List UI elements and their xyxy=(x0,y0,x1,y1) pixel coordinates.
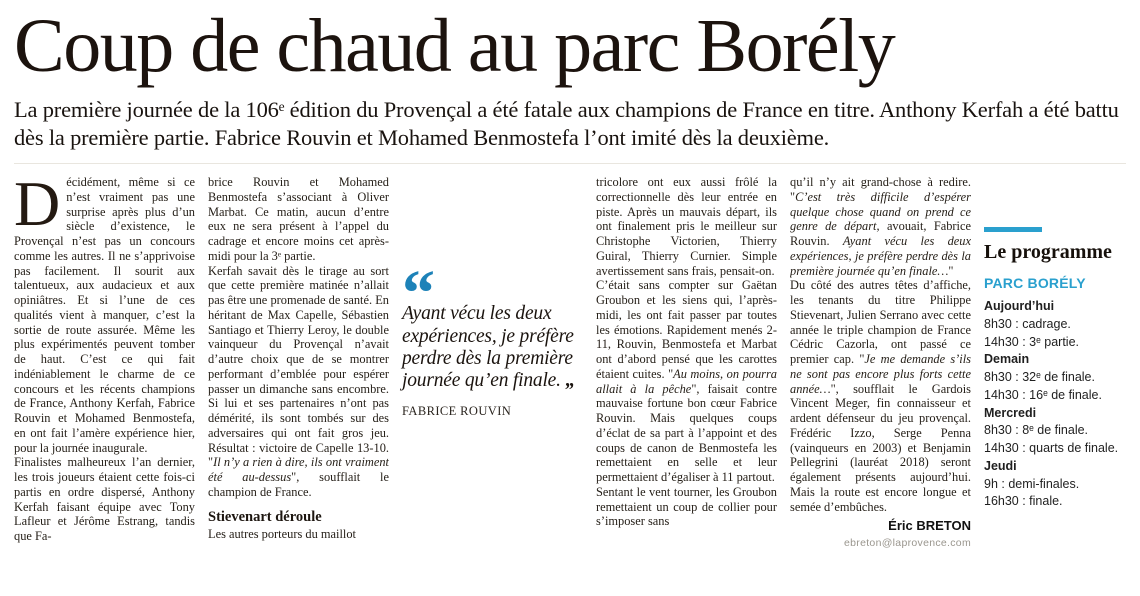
article-paragraph: tricolore ont eux aussi frôlé la correctionnelle dès leur entrée en piste. Après un mauvais départ, ils ont finalement pris le meilleur sur Christophe Victorien, Thierry Guiral, Thierry Curnier. Simple avertissement sans frais, pensait-on. xyxy=(596,175,777,278)
article-paragraph: qu’il n’y ait grand-chose à redire. "C’est très difficile d’espérer quelque chose quand on prend ce genre de départ, avouait, Fabrice Rouvin. Ayant vécu les deux expériences, je préfère perdre dès la première journée qu’en finale…" xyxy=(790,175,971,278)
schedule-time: 9h : demi-finales. xyxy=(984,476,1080,491)
article-column xyxy=(790,175,971,579)
schedule-day: Mercredi xyxy=(984,405,1037,420)
article-paragraph: Sentant le vent tourner, les Groubon remettaient un coup de collier pour s’imposer sans xyxy=(596,484,777,529)
article-column xyxy=(596,175,777,579)
schedule-time: 8h30 : 8ᵉ de finale. xyxy=(984,423,1089,438)
schedule-time: 14h30 : 3ᵉ partie. xyxy=(984,334,1079,349)
article-column xyxy=(208,175,389,579)
headline: Coup de chaud au parc Borély xyxy=(14,4,895,88)
byline-email: ebreton@laprovence.com xyxy=(844,537,971,550)
quote-close-mark: „ xyxy=(565,370,576,392)
pull-quote-text xyxy=(402,303,583,393)
schedule-list xyxy=(984,298,1126,511)
article-paragraph: Kerfah savait dès le tirage au sort que cette première matinée n’allait pas être une promenade de santé. En héritant de Max Capelle, Sébastien Santiago et Thierry Leroy, le double vainqueur du Provençal n’avait d’autre choix que de se montrer performant d’emblée pour espérer passer un dimanche sans encombre. Si lui et ses partenaires n’ont pas démérité, ils sont tombés sur des adversaires qui ont fait gros jeu. Résultat : victoire de Capelle 13-10. "Il n’y a rien à dire, ils ont vraiment été au-dessus", soufflait le champion de France. xyxy=(208,263,389,499)
program-sidebar xyxy=(984,175,1126,579)
article-subhead: Stievenart déroule xyxy=(208,508,322,525)
byline-author: Éric BRETON xyxy=(888,518,971,534)
sidebar-accent-bar xyxy=(984,227,1042,232)
pull-quote-body: Ayant vécu les deux expériences, je préfère perdre dès la première journée qu’en finale. xyxy=(402,303,574,392)
schedule-time: 14h30 : 16ᵉ de finale. xyxy=(984,387,1102,402)
schedule-time: 8h30 : cadrage. xyxy=(984,316,1071,331)
article-paragraph: Finalistes malheureux l’an dernier, les trois joueurs étaient cette fois-ci partis en ordre dispersé, Anthony Kerfah faisant équipe avec Tony Lafleur et Jérôme Estrang, tandis que Fa- xyxy=(14,455,195,544)
schedule-day: Jeudi xyxy=(984,458,1017,473)
schedule-day: Demain xyxy=(984,352,1030,367)
article-paragraph: Décidément, même si ce n’est vraiment pas une surprise après plus d’un siècle d’existence, le Provençal n’est pas un concours comme les autres. Il ne s’apprivoise pas facilement. Il sourit aux talentueux, aux audacieux et aux opiniâtres. Et si l’une de ces qualités vient à manquer, c’est la sortie de route assurée. Même les plus expérimentés peuvent tomber de haut. C’est ce qui fait indéniablement le charme de ce concours et les récents champions de France, Anthony Kerfah, Fabrice Rouvin et Mohamed Benmostefa, en ont fait l’amère expérience hier, pour la journée inaugurale. xyxy=(14,175,195,455)
drop-cap: D xyxy=(14,175,61,240)
pull-quote xyxy=(402,175,583,579)
schedule-time: 8h30 : 32ᵉ de finale. xyxy=(984,370,1095,385)
sidebar-title: Le programme xyxy=(984,241,1112,264)
article-paragraph: Les autres porteurs du maillot xyxy=(208,526,356,541)
article-body xyxy=(14,175,1126,579)
article-paragraph: brice Rouvin et Mohamed Benmostefa s’associant à Oliver Marbat. Ce matin, aucun d’entre eux ne sera présent à l’appel du cadrage et encore moins cet après-midi pour la 3ᵉ partie. xyxy=(208,175,389,263)
article-column xyxy=(14,175,195,579)
schedule-day: Aujourd’hui xyxy=(984,299,1055,314)
pull-quote-attribution: FABRICE ROUVIN xyxy=(402,403,512,418)
sidebar-venue: PARC BORÉLY xyxy=(984,275,1086,292)
article-paragraph: Du côté des autres têtes d’affiche, les tenants du titre Philippe Stievenart, Julien Serrano avec cette année le triple champion de France Cédric Cazorla, ont passé ce premier cap. "Je me demande s’ils ne sont pas encore plus forts cette année…", soufflait le Gardois Vincent Meger, fin connaisseur et ardent défenseur du jeu provençal. Frédéric Izzo, Serge Penna (vainqueurs en 2003) et Benjamin Pellegrini (lauréat 2018) seront également présents aujourd’hui. Mais la route est encore longue et semée d’embûches. xyxy=(790,278,971,514)
divider-rule xyxy=(14,163,1126,164)
schedule-time: 14h30 : quarts de finale. xyxy=(984,441,1119,456)
quote-mark-icon: “ xyxy=(402,257,435,331)
lede: La première journée de la 106ᵉ édition du Provençal a été fatale aux champions de France en titre. Anthony Kerfah a été battu dès la première partie. Fabrice Rouvin et Mohamed Benmostefa l’ont imité dès la deuxième. xyxy=(14,96,1119,150)
schedule-time: 16h30 : finale. xyxy=(984,494,1063,509)
article-paragraph: C’était sans compter sur Gaëtan Groubon et les siens qui, l’après-midi, les ont fait passer par toutes les émotions. Rapidement menés 2-11, Rouvin, Benmostefa et Marbat ont d’abord pensé que les carottes étaient cuites. "Au moins, on pourra allait à la pêche", faisait contre mauvaise fortune bon cœur Fabrice Rouvin. Mais quelques coups d’éclat de sa part à l’appoint et des coups de canon de Benmostefa les remettaient en selle et leur permettaient d’égaliser à 11 partout. xyxy=(596,278,777,485)
